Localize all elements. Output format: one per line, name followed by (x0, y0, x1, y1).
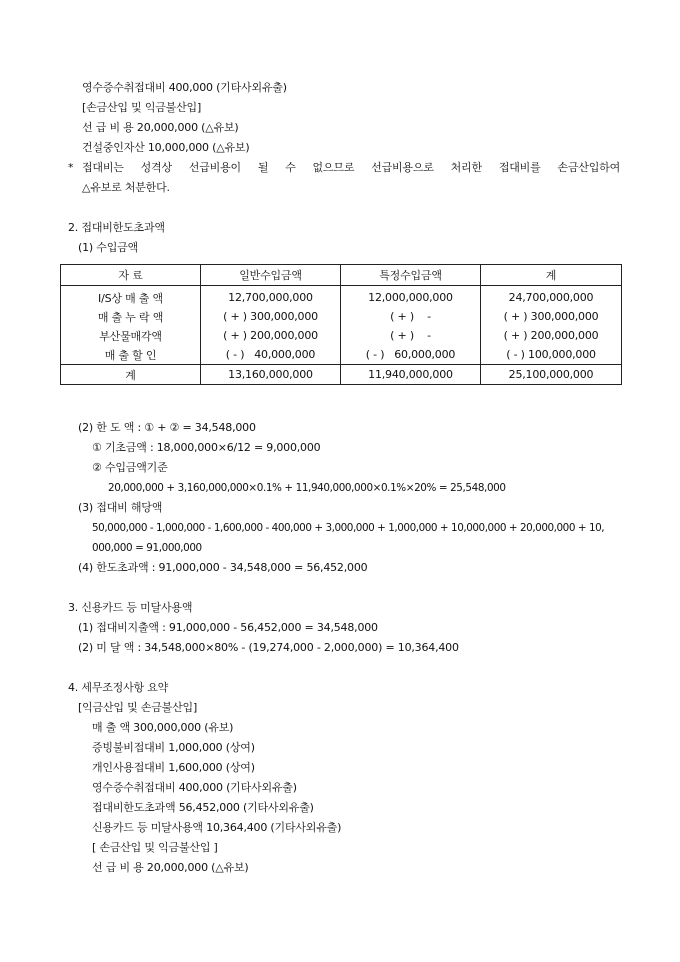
s4-group1-heading: [익금산입 및 손금불산입] (78, 701, 198, 714)
s2-sub2-b: ② 수입금액기준 (92, 461, 168, 474)
s2-sub4: (4) 한도초과액 : 91,000,000 - 34,548,000 = 56,452,000 (78, 561, 368, 574)
row-total: ( + ) 300,000,000 (481, 307, 622, 326)
table-row (61, 326, 622, 345)
list-item: 영수증수취접대비 400,000 (기타사외유출) (92, 781, 297, 794)
row-special: ( - ) 60,000,000 (341, 345, 481, 365)
list-item: 개인사용접대비 1,600,000 (상여) (92, 761, 255, 774)
s2-sub3-calc2: 000,000 = 91,000,000 (92, 542, 202, 554)
list-item: 신용카드 등 미달사용액 10,364,400 (기타사외유출) (92, 821, 342, 834)
row-general: ( - ) 40,000,000 (201, 345, 341, 365)
row-label: 매 출 누 락 액 (61, 307, 201, 326)
s2-sub2-b-calc: 20,000,000 + 3,160,000,000×0.1% + 11,940,000,000×0.1%×20% = 25,548,000 (108, 482, 506, 494)
table-row (61, 307, 622, 326)
row-special: ( + ) - (341, 326, 481, 345)
s3-sub2: (2) 미 달 액 : 34,548,000×80% - (19,274,000 - 2,000,000) = 10,364,400 (78, 641, 459, 654)
total-total: 25,100,000,000 (481, 365, 622, 385)
row-total: ( - ) 100,000,000 (481, 345, 622, 365)
s1-note-mark: * (68, 161, 74, 174)
row-general: 12,700,000,000 (201, 286, 341, 308)
s1-line-receipt-entertainment: 영수증수취접대비 400,000 (기타사외유출) (82, 81, 287, 94)
s1-line-group-heading: [손금산입 및 익금불산입] (82, 101, 202, 114)
s1-line-prepaid: 선 급 비 용 20,000,000 (△유보) (82, 121, 239, 134)
row-general: ( + ) 200,000,000 (201, 326, 341, 345)
row-label: I/S상 매 출 액 (61, 286, 201, 308)
header-special: 특정수입금액 (341, 265, 481, 286)
row-label: 매 출 할 인 (61, 345, 201, 365)
list-item: 선 급 비 용 20,000,000 (△유보) (92, 861, 249, 874)
header-total: 계 (481, 265, 622, 286)
table-row (61, 286, 622, 308)
income-table (60, 264, 622, 385)
s2-sub1: (1) 수입금액 (78, 241, 138, 254)
total-special: 11,940,000,000 (341, 365, 481, 385)
header-source: 자 료 (61, 265, 201, 286)
s2-sub3: (3) 접대비 해당액 (78, 501, 163, 514)
row-special: 12,000,000,000 (341, 286, 481, 308)
row-label: 부산물매각액 (61, 326, 201, 345)
s2-sub3-calc1: 50,000,000 - 1,000,000 - 1,600,000 - 400,000 + 3,000,000 + 1,000,000 + 10,000,000 + 20,000,000 + 10, (92, 522, 605, 534)
s2-sub2-a: ① 기초금액 : 18,000,000×6/12 = 9,000,000 (92, 441, 321, 454)
s2-sub2: (2) 한 도 액 : ① + ② = 34,548,000 (78, 421, 256, 434)
s2-heading: 2. 접대비한도초과액 (68, 221, 165, 234)
s1-note-line1: 접대비는 성격상 선급비용이 될 수 없으므로 선급비용으로 처리한 접대비를 손금산입하여 (82, 161, 620, 174)
s4-group2-heading: [ 손금산입 및 익금불산입 ] (92, 841, 218, 854)
header-general: 일반수입금액 (201, 265, 341, 286)
s3-heading: 3. 신용카드 등 미달사용액 (68, 601, 193, 614)
row-total: ( + ) 200,000,000 (481, 326, 622, 345)
row-special: ( + ) - (341, 307, 481, 326)
row-general: ( + ) 300,000,000 (201, 307, 341, 326)
list-item: 접대비한도초과액 56,452,000 (기타사외유출) (92, 801, 314, 814)
s4-heading: 4. 세무조정사항 요약 (68, 681, 169, 694)
total-label: 계 (61, 365, 201, 385)
s3-sub1: (1) 접대비지출액 : 91,000,000 - 56,452,000 = 34,548,000 (78, 621, 378, 634)
table-row (61, 345, 622, 365)
total-general: 13,160,000,000 (201, 365, 341, 385)
table-total-row (61, 365, 622, 385)
s1-line-construction: 건설중인자산 10,000,000 (△유보) (82, 141, 250, 154)
list-item: 증빙불비접대비 1,000,000 (상여) (92, 741, 255, 754)
list-item: 매 출 액 300,000,000 (유보) (92, 721, 234, 734)
row-total: 24,700,000,000 (481, 286, 622, 308)
income-table-header (61, 265, 622, 286)
s1-note-line2: △유보로 처분한다. (82, 181, 170, 194)
